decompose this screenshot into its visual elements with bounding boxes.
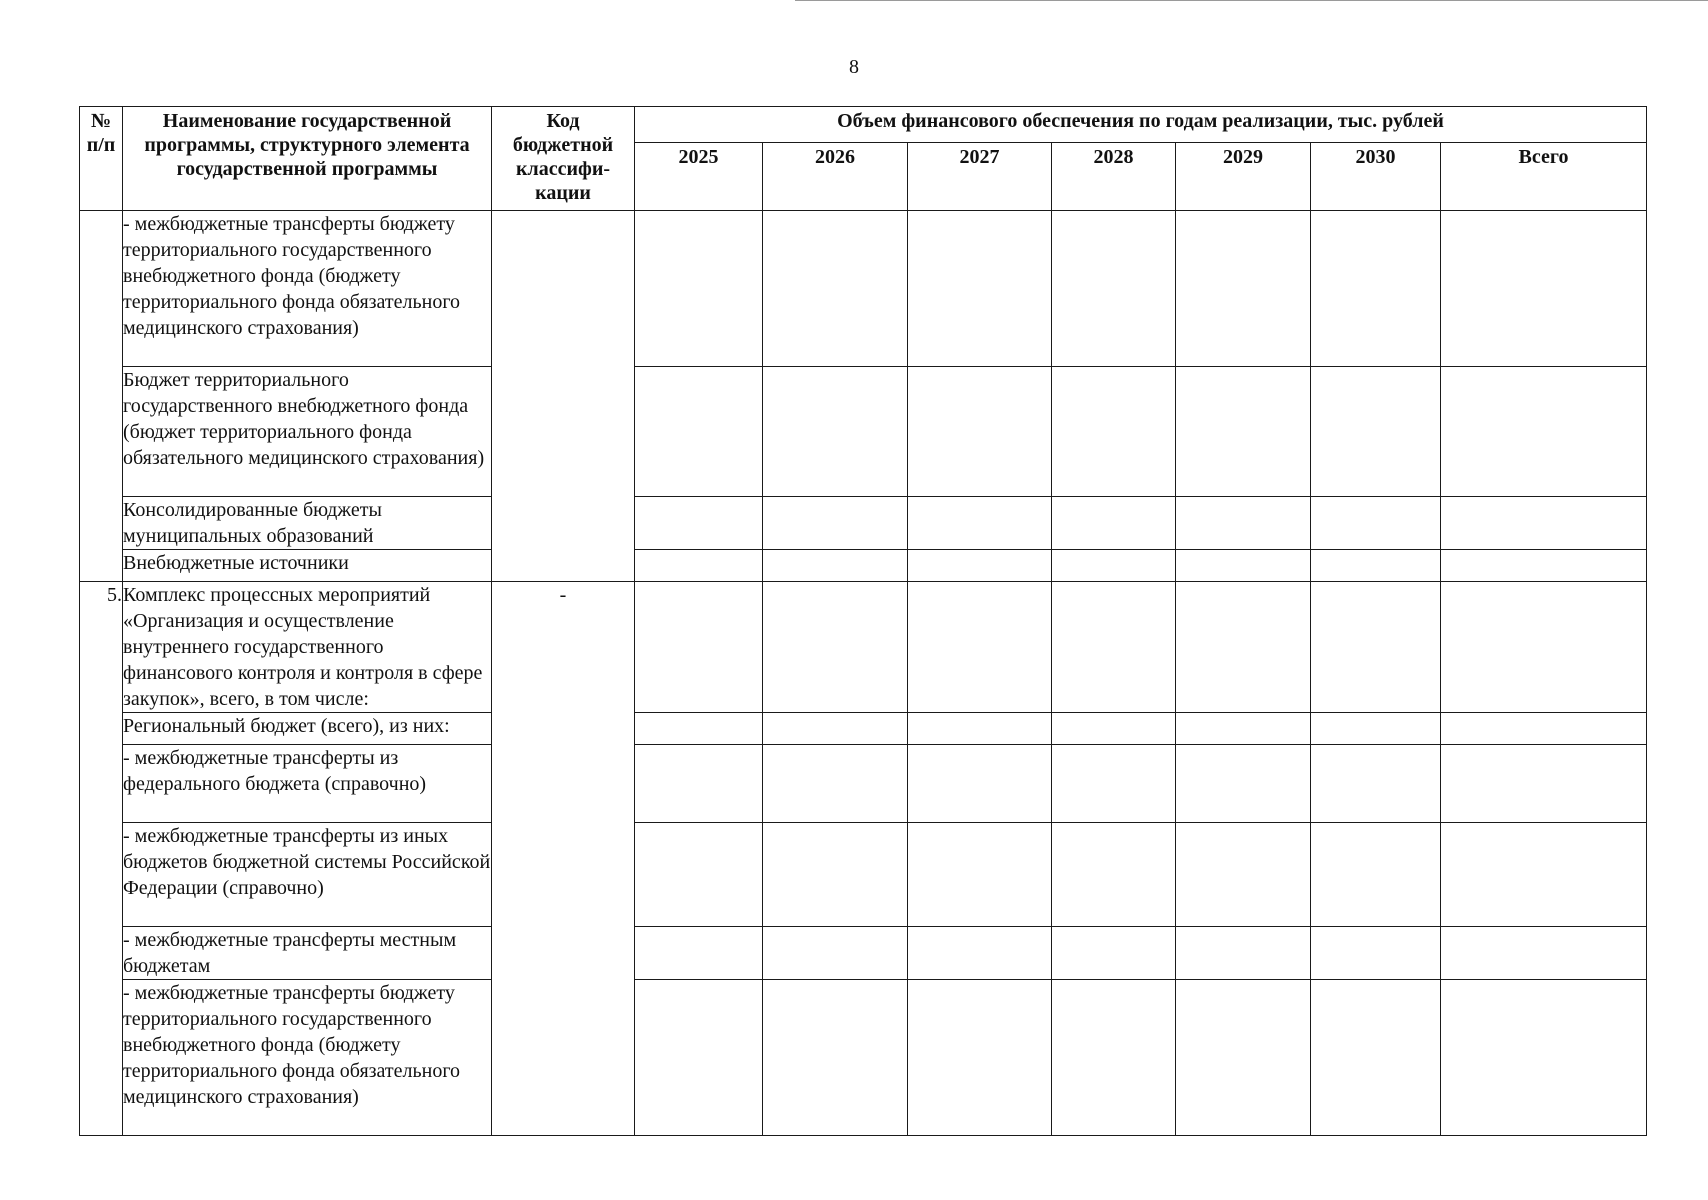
page-number: 8 [849,56,859,78]
header-kbk: Код бюджетной классифи-кации [492,107,635,211]
value-cell-2025 [635,823,763,927]
value-cell-2029 [1176,713,1311,745]
value-cell-2030 [1311,211,1441,367]
value-cell-total [1441,713,1647,745]
value-cell-2028 [1052,927,1176,980]
value-cell-2027 [908,823,1052,927]
row-name: - межбюджетные трансферты из федерального бюджета (справочно) [123,745,492,823]
row-name: Внебюджетные источники [123,550,492,582]
value-cell-2030 [1311,497,1441,550]
value-cell-2026 [763,550,908,582]
value-cell-2026 [763,211,908,367]
value-cell-2025 [635,550,763,582]
value-cell-2025 [635,745,763,823]
row-name: - межбюджетные трансферты бюджету территориального государственного внебюджетного фонда (бюджету территориального фонда обязательного медицинского страхования) [123,211,492,367]
value-cell-2030 [1311,582,1441,713]
value-cell-2027 [908,713,1052,745]
value-cell-2026 [763,497,908,550]
value-cell-2028 [1052,582,1176,713]
value-cell-2028 [1052,980,1176,1136]
table-row [80,927,1647,980]
value-cell-2029 [1176,980,1311,1136]
value-cell-2029 [1176,367,1311,497]
value-cell-2025 [635,980,763,1136]
value-cell-2027 [908,582,1052,713]
header-year-2030: 2030 [1311,143,1441,211]
value-cell-2027 [908,550,1052,582]
table-row [80,745,1647,823]
value-cell-2026 [763,823,908,927]
value-cell-2027 [908,211,1052,367]
value-cell-2026 [763,980,908,1136]
kbk-cell: - [492,582,635,1136]
value-cell-2026 [763,713,908,745]
value-cell-2029 [1176,550,1311,582]
value-cell-2027 [908,745,1052,823]
header-year-2027: 2027 [908,143,1052,211]
value-cell-2028 [1052,497,1176,550]
value-cell-2027 [908,497,1052,550]
value-cell-2027 [908,367,1052,497]
table-row [80,713,1647,745]
value-cell-2025 [635,713,763,745]
value-cell-2025 [635,497,763,550]
value-cell-2029 [1176,211,1311,367]
value-cell-total [1441,211,1647,367]
value-cell-2029 [1176,745,1311,823]
value-cell-2026 [763,367,908,497]
value-cell-2030 [1311,823,1441,927]
num-cell: 5. [80,582,123,1136]
table-row [80,367,1647,497]
value-cell-2028 [1052,550,1176,582]
table-row [80,823,1647,927]
header-year-2026: 2026 [763,143,908,211]
value-cell-2030 [1311,713,1441,745]
value-cell-total [1441,582,1647,713]
kbk-cell [492,211,635,582]
row-name: - межбюджетные трансферты местным бюджетам [123,927,492,980]
value-cell-2027 [908,927,1052,980]
header-year-2028: 2028 [1052,143,1176,211]
header-name: Наименование государственной программы, структурного элемента государственной программы [123,107,492,211]
row-name: - межбюджетные трансферты бюджету территориального государственного внебюджетного фонда (бюджету территориального фонда обязательного медицинского страхования) [123,980,492,1136]
row-name: Консолидированные бюджеты муниципальных образований [123,497,492,550]
value-cell-2027 [908,980,1052,1136]
value-cell-2030 [1311,980,1441,1136]
table-row [80,582,1647,713]
value-cell-2030 [1311,927,1441,980]
table-row [80,550,1647,582]
num-cell [80,211,123,582]
value-cell-2025 [635,927,763,980]
value-cell-2030 [1311,745,1441,823]
header-total: Всего [1441,143,1647,211]
value-cell-2026 [763,582,908,713]
row-name: Региональный бюджет (всего), из них: [123,713,492,745]
value-cell-2026 [763,927,908,980]
value-cell-2028 [1052,713,1176,745]
value-cell-2029 [1176,927,1311,980]
header-num: № п/п [80,107,123,211]
value-cell-total [1441,550,1647,582]
value-cell-total [1441,823,1647,927]
value-cell-total [1441,927,1647,980]
value-cell-2028 [1052,745,1176,823]
value-cell-2030 [1311,367,1441,497]
header-volume: Объем финансового обеспечения по годам реализации, тыс. рублей [635,107,1647,143]
value-cell-2025 [635,582,763,713]
table-row [80,497,1647,550]
table-row [80,211,1647,367]
financing-table [79,106,1647,1136]
value-cell-total [1441,980,1647,1136]
value-cell-2029 [1176,497,1311,550]
row-name: Комплекс процессных мероприятий «Организация и осуществление внутреннего государственного финансового контроля и контроля в сфере закупок», всего, в том числе: [123,582,492,713]
value-cell-total [1441,367,1647,497]
value-cell-2028 [1052,367,1176,497]
header-year-2029: 2029 [1176,143,1311,211]
table-row [80,980,1647,1136]
row-name: Бюджет территориального государственного внебюджетного фонда (бюджет территориального фонда обязательного медицинского страхования) [123,367,492,497]
value-cell-2025 [635,211,763,367]
header-year-2025: 2025 [635,143,763,211]
value-cell-2029 [1176,582,1311,713]
value-cell-total [1441,497,1647,550]
row-name: - межбюджетные трансферты из иных бюджетов бюджетной системы Российской Федерации (справочно) [123,823,492,927]
value-cell-2028 [1052,211,1176,367]
value-cell-total [1441,745,1647,823]
value-cell-2025 [635,367,763,497]
value-cell-2028 [1052,823,1176,927]
top-rule [795,0,1708,1]
value-cell-2030 [1311,550,1441,582]
value-cell-2029 [1176,823,1311,927]
value-cell-2026 [763,745,908,823]
